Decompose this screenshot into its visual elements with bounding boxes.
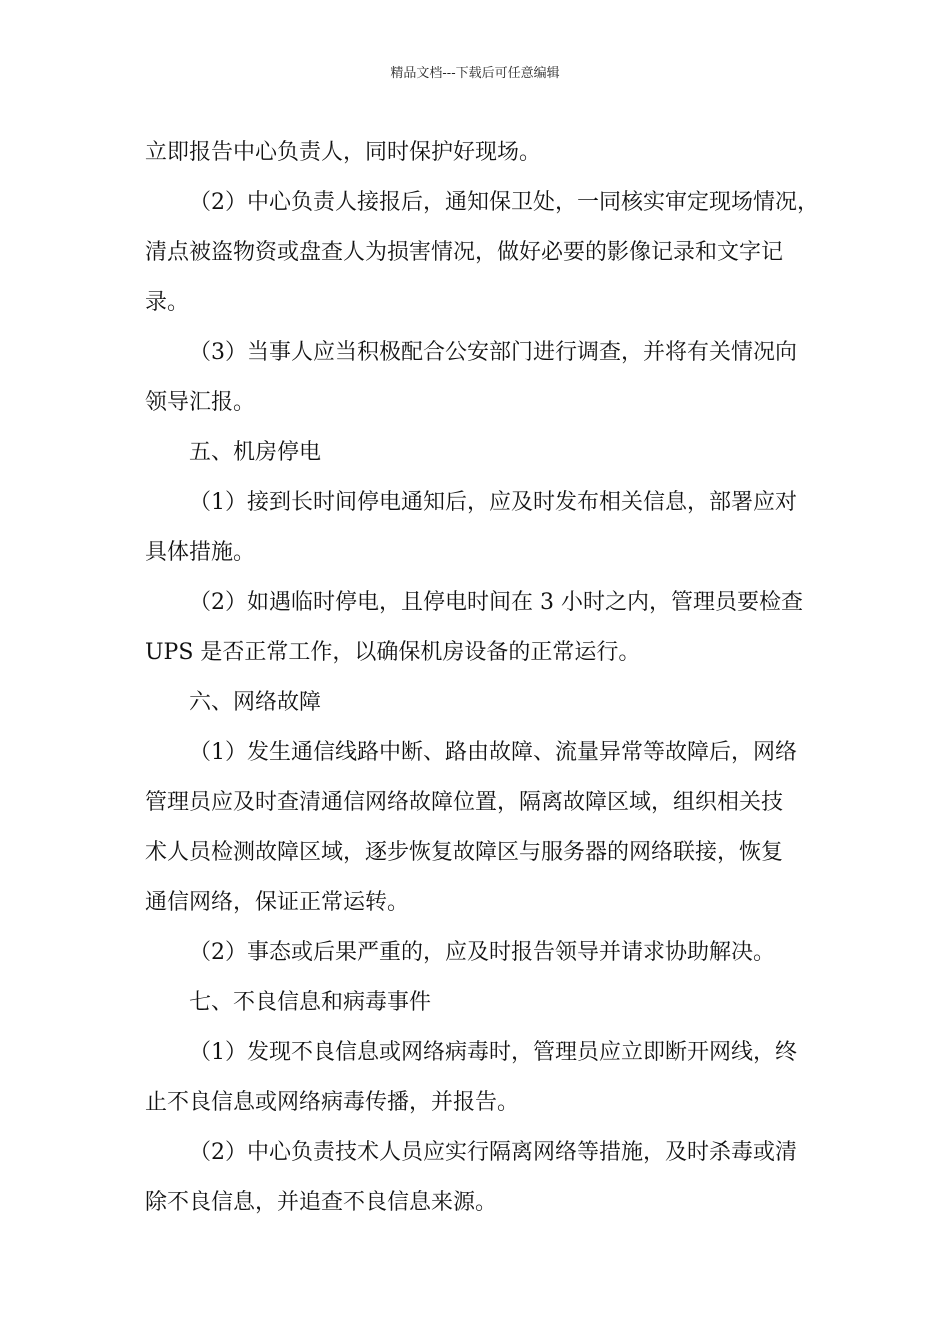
- section-heading: 六、网络故障: [189, 690, 322, 715]
- text-line: （3）当事人应当积极配合公安部门进行调查，并将有关情况向: [189, 340, 797, 365]
- text-line: 领导汇报。: [145, 390, 256, 415]
- text-line: （2）事态或后果严重的，应及时报告领导并请求协助解决。: [189, 940, 775, 965]
- text-line: 录。: [145, 290, 190, 315]
- text-line: 具体措施。: [145, 540, 256, 565]
- text-line: （1）发生通信线路中断、路由故障、流量异常等故障后，网络: [189, 740, 797, 765]
- text-line: （2）中心负责人接报后，通知保卫处，一同核实审定现场情况，: [189, 190, 819, 215]
- section-heading: 五、机房停电: [189, 440, 322, 465]
- text-line: 术人员检测故障区域，逐步恢复故障区与服务器的网络联接，恢复: [145, 840, 784, 865]
- text-line: UPS 是否正常工作，以确保机房设备的正常运行。: [145, 640, 641, 665]
- text-line: 止不良信息或网络病毒传播，并报告。: [145, 1090, 520, 1115]
- text-line: （2）中心负责技术人员应实行隔离网络等措施，及时杀毒或清: [189, 1140, 797, 1165]
- document-body: [145, 128, 825, 1228]
- text-line: 立即报告中心负责人，同时保护好现场。: [145, 140, 542, 165]
- text-line: （1）发现不良信息或网络病毒时，管理员应立即断开网线，终: [189, 1040, 797, 1065]
- text-line: 除不良信息，并追查不良信息来源。: [145, 1190, 498, 1215]
- text-line: （2）如遇临时停电，且停电时间在 3 小时之内，管理员要检查: [189, 590, 803, 615]
- text-line: 通信网络，保证正常运转。: [145, 890, 410, 915]
- section-heading: 七、不良信息和病毒事件: [189, 990, 432, 1015]
- text-line: 管理员应及时查清通信网络故障位置，隔离故障区域，组织相关技: [145, 790, 784, 815]
- text-line: 清点被盗物资或盘查人为损害情况，做好必要的影像记录和文字记: [145, 240, 784, 265]
- page-header: 精品文档---下载后可任意编辑: [390, 66, 560, 81]
- text-line: （1）接到长时间停电通知后，应及时发布相关信息，部署应对: [189, 490, 797, 515]
